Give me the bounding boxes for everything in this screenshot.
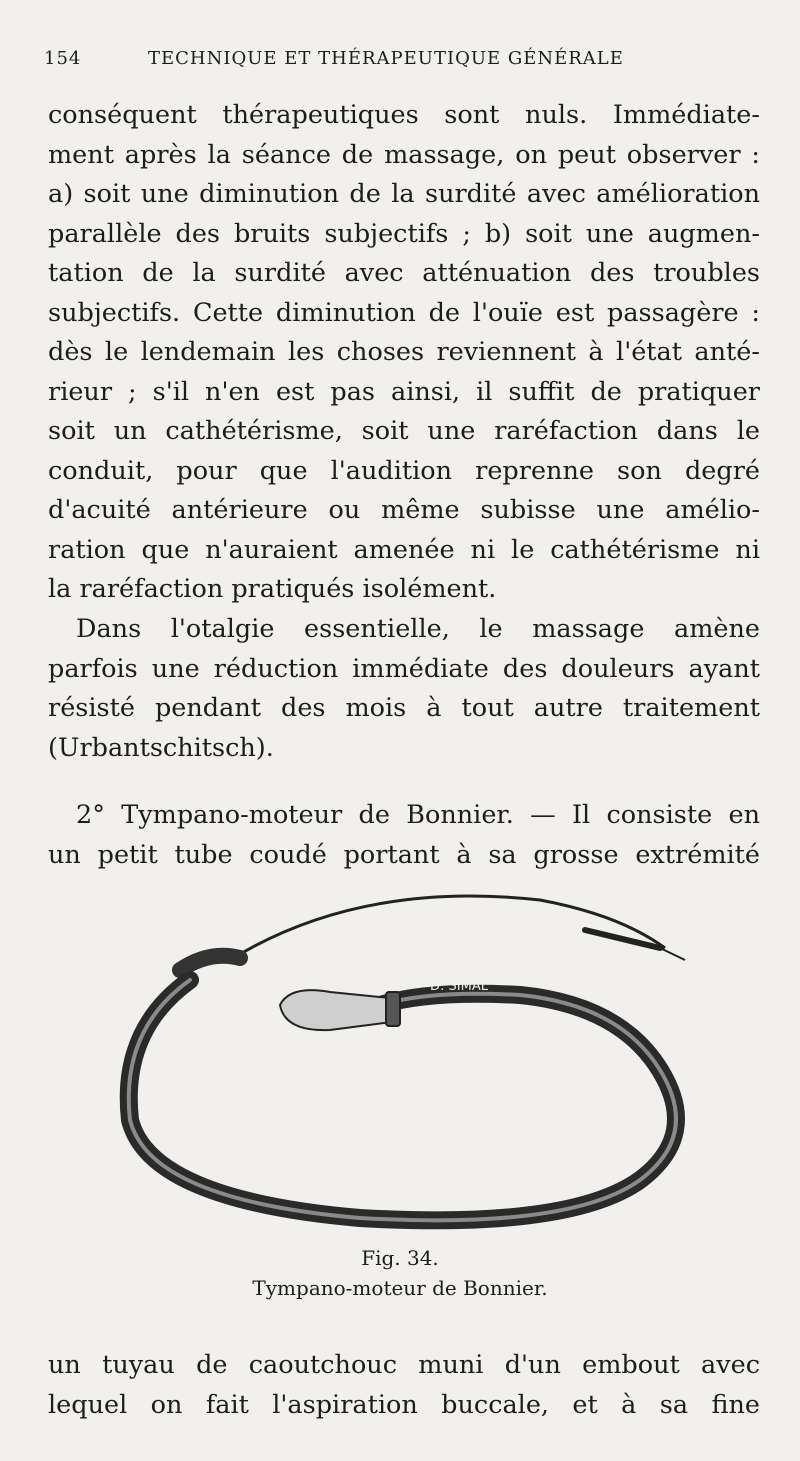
text-line: conséquent thérapeutiques sont nuls. Immédiate- xyxy=(48,100,760,130)
text-line: a) soit une diminution de la surdité avec amélioration xyxy=(48,179,760,209)
text-line: la raréfaction pratiqués isolément. xyxy=(48,574,497,604)
paragraph-tympano-moteur xyxy=(48,796,760,875)
text-line: rieur ; s'il n'en est pas ainsi, il suffit de pratiquer xyxy=(48,376,760,407)
text-line: conduit, pour que l'audition reprenne son degré xyxy=(48,455,760,486)
figure-caption: Tympano-moteur de Bonnier. xyxy=(252,1276,548,1300)
text-line: d'acuité antérieure ou même subisse une amélio- xyxy=(48,495,760,525)
figure-label: Fig. 34. xyxy=(361,1246,439,1270)
engraver-stamp: D: SIMAL xyxy=(430,979,488,994)
paragraph-otalgie xyxy=(48,610,760,768)
text-line: un petit tube coudé portant à sa grosse extrémité xyxy=(48,839,760,870)
text-line: parallèle des bruits subjectifs ; b) soit une augmen- xyxy=(48,218,760,249)
text-line: ration que n'auraient amenée ni le cathétérisme ni xyxy=(48,534,760,565)
text-line: (Urbantschitsch). xyxy=(48,732,274,763)
text-line: tation de la surdité avec atténuation des troubles xyxy=(48,258,760,288)
text-line: subjectifs. Cette diminution de l'ouïe est passagère : xyxy=(48,297,760,328)
text-line: parfois une réduction immédiate des douleurs ayant xyxy=(48,653,760,684)
page-number: 154 xyxy=(44,48,82,69)
running-title: TECHNIQUE ET THÉRAPEUTIQUE GÉNÉRALE xyxy=(148,48,624,69)
tympano-moteur-illustration xyxy=(100,880,720,1240)
text-line: dès le lendemain les choses reviennent à l'état anté- xyxy=(48,337,760,367)
section-heading-line: 2° Tympano-moteur de Bonnier. — Il consiste en xyxy=(76,800,760,830)
text-line: un tuyau de caoutchouc muni d'un embout avec xyxy=(48,1350,760,1380)
text-line: Dans l'otalgie essentielle, le massage amène xyxy=(76,614,760,644)
text-line: résisté pendant des mois à tout autre traitement xyxy=(48,693,760,723)
paragraph-continued xyxy=(48,1346,760,1425)
text-line: ment après la séance de massage, on peut observer : xyxy=(48,139,760,170)
text-line: soit un cathétérisme, soit une raréfaction dans le xyxy=(48,416,760,446)
text-line: lequel on fait l'aspiration buccale, et à sa fine xyxy=(48,1389,760,1420)
paragraph-massage-results xyxy=(48,96,760,610)
running-header xyxy=(44,42,756,76)
